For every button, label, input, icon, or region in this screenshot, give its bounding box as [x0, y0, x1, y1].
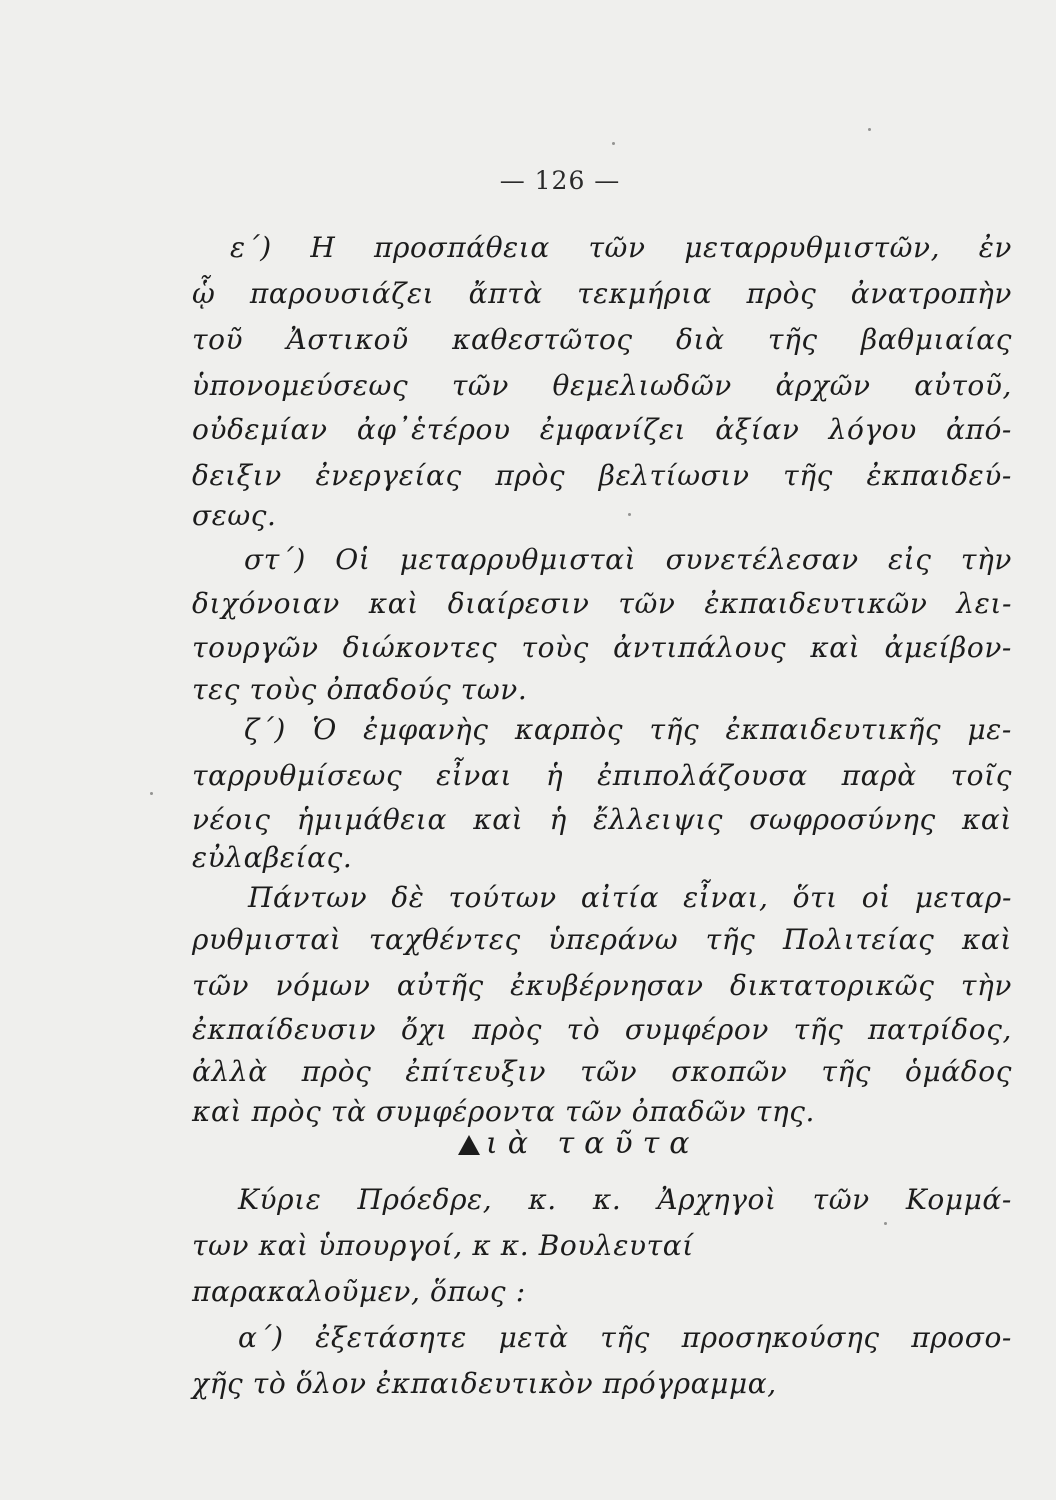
text-line: στ΄) Οἱ μεταρρυθμισταὶ συνετέλεσαν εἰς τὴν — [244, 543, 1012, 576]
text-line: ὑπονομεύσεως τῶν θεμελιωδῶν ἀρχῶν αὐτοῦ, — [192, 369, 1012, 402]
section-heading — [458, 1124, 700, 1164]
text-line: ἀλλὰ πρὸς ἐπίτευξιν τῶν σκοπῶν τῆς ὁμάδος — [192, 1055, 1012, 1088]
delta-glyph — [458, 1135, 480, 1155]
text-line: ρυθμισταὶ ταχθέντες ὑπεράνω τῆς Πολιτείας καὶ — [192, 923, 1012, 956]
text-line: ταρρυθμίσεως εἶναι ἡ ἐπιπολάζουσα παρὰ τοῖς — [192, 759, 1012, 792]
print-speck — [612, 142, 615, 145]
text-line: χῆς τὸ ὅλον ἐκπαιδευτικὸν πρόγραμμα, — [192, 1367, 777, 1400]
text-line: διχόνοιαν καὶ διαίρεσιν τῶν ἐκπαιδευτικῶν λει- — [192, 587, 1012, 620]
text-line: Κύριε Πρόεδρε, κ. κ. Ἀρχηγοὶ τῶν Κομμά- — [238, 1183, 1012, 1216]
text-line: νέοις ἡμιμάθεια καὶ ἡ ἔλλειψις σωφροσύνης καὶ — [192, 803, 1012, 836]
text-line: των καὶ ὑπουργοί, κ κ. Βουλευταί — [192, 1229, 694, 1262]
text-line: ἐκπαίδευσιν ὄχι πρὸς τὸ συμφέρον τῆς πατρίδος, — [192, 1013, 1012, 1046]
text-line: τες τοὺς ὀπαδούς των. — [192, 673, 528, 706]
section-heading-text: ιὰ ταῦτα — [486, 1126, 700, 1161]
text-line: ζ΄) Ὁ ἐμφανὴς καρπὸς τῆς ἐκπαιδευτικῆς με- — [244, 713, 1012, 746]
text-line: δειξιν ἐνεργείας πρὸς βελτίωσιν τῆς ἐκπαιδεύ- — [192, 459, 1012, 492]
text-line: α΄) ἐξετάσητε μετὰ τῆς προσηκούσης προσο- — [238, 1321, 1012, 1354]
text-line: τῶν νόμων αὐτῆς ἐκυβέρνησαν δικτατορικῶς τὴν — [192, 969, 1012, 1002]
print-speck — [868, 128, 871, 131]
text-line: παρακαλοῦμεν, ὅπως : — [192, 1275, 526, 1308]
text-line: εὐλαβείας. — [192, 841, 353, 874]
text-line: ᾧ παρουσιάζει ἄπτὰ τεκμήρια πρὸς ἀνατροπὴν — [192, 277, 1012, 310]
print-speck — [884, 1222, 887, 1225]
text-line: τοῦ Ἀστικοῦ καθεστῶτος διὰ τῆς βαθμιαίας — [192, 323, 1012, 356]
text-line: οὐδεμίαν ἀφ᾽ἑτέρου ἐμφανίζει ἀξίαν λόγου ἀπό- — [192, 413, 1012, 446]
text-line: Πάντων δὲ τούτων αἰτία εἶναι, ὅτι οἱ μεταρ- — [248, 881, 1012, 914]
text-line: σεως. — [192, 499, 277, 532]
page-number: — 126 — — [499, 166, 621, 195]
text-line: καὶ πρὸς τὰ συμφέροντα τῶν ὀπαδῶν της. — [192, 1095, 816, 1128]
text-line: ε΄) Η προσπάθεια τῶν μεταρρυθμιστῶν, ἐν — [230, 231, 1012, 264]
text-line: τουργῶν διώκοντες τοὺς ἀντιπάλους καὶ ἀμείβον- — [192, 631, 1012, 664]
print-speck — [628, 513, 631, 516]
print-speck — [150, 792, 153, 795]
